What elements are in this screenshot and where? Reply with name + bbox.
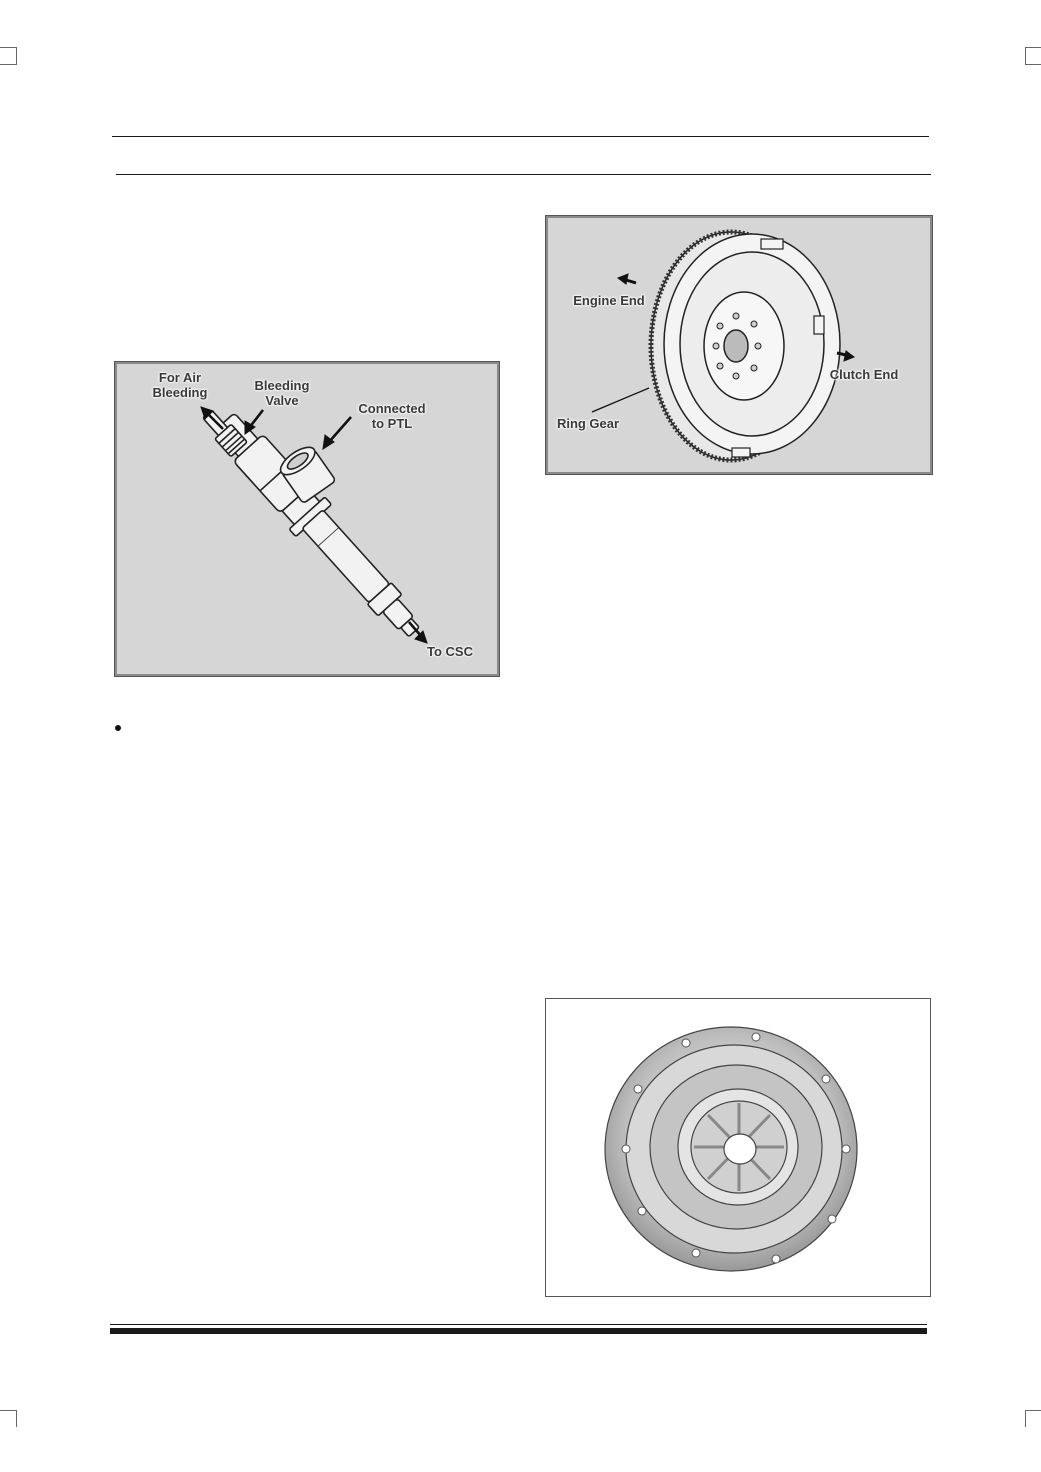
label-to-csc: To CSC xyxy=(427,644,473,659)
label-connected-to-ptl: Connected to PTL xyxy=(358,401,426,431)
crop-mark-top-right xyxy=(1025,47,1041,65)
footer-rule-thick xyxy=(110,1328,927,1334)
flywheel-illustration xyxy=(546,216,934,476)
footer-rule-thin xyxy=(110,1324,927,1325)
crop-mark-bottom-left xyxy=(0,1410,17,1427)
label-bleeding-valve: Bleeding Valve xyxy=(254,378,310,408)
header-rule-top xyxy=(112,136,929,137)
figure-flywheel xyxy=(545,215,933,475)
label-ring-gear: Ring Gear xyxy=(556,416,620,431)
label-for-air-bleeding: For Air Bleeding xyxy=(152,370,208,400)
bleeding-valve-illustration xyxy=(115,362,501,678)
bullet-marker xyxy=(115,725,121,731)
label-clutch-end: Clutch End xyxy=(829,367,899,382)
figure-clutch-pressure-plate xyxy=(545,998,931,1297)
crop-mark-top-left xyxy=(0,47,17,65)
crop-mark-bottom-right xyxy=(1025,1410,1041,1427)
label-engine-end: Engine End xyxy=(573,293,645,308)
figure-bleeding-valve xyxy=(114,361,500,677)
header-rule-bottom xyxy=(116,174,931,175)
clutch-cover-illustration xyxy=(546,999,932,1298)
